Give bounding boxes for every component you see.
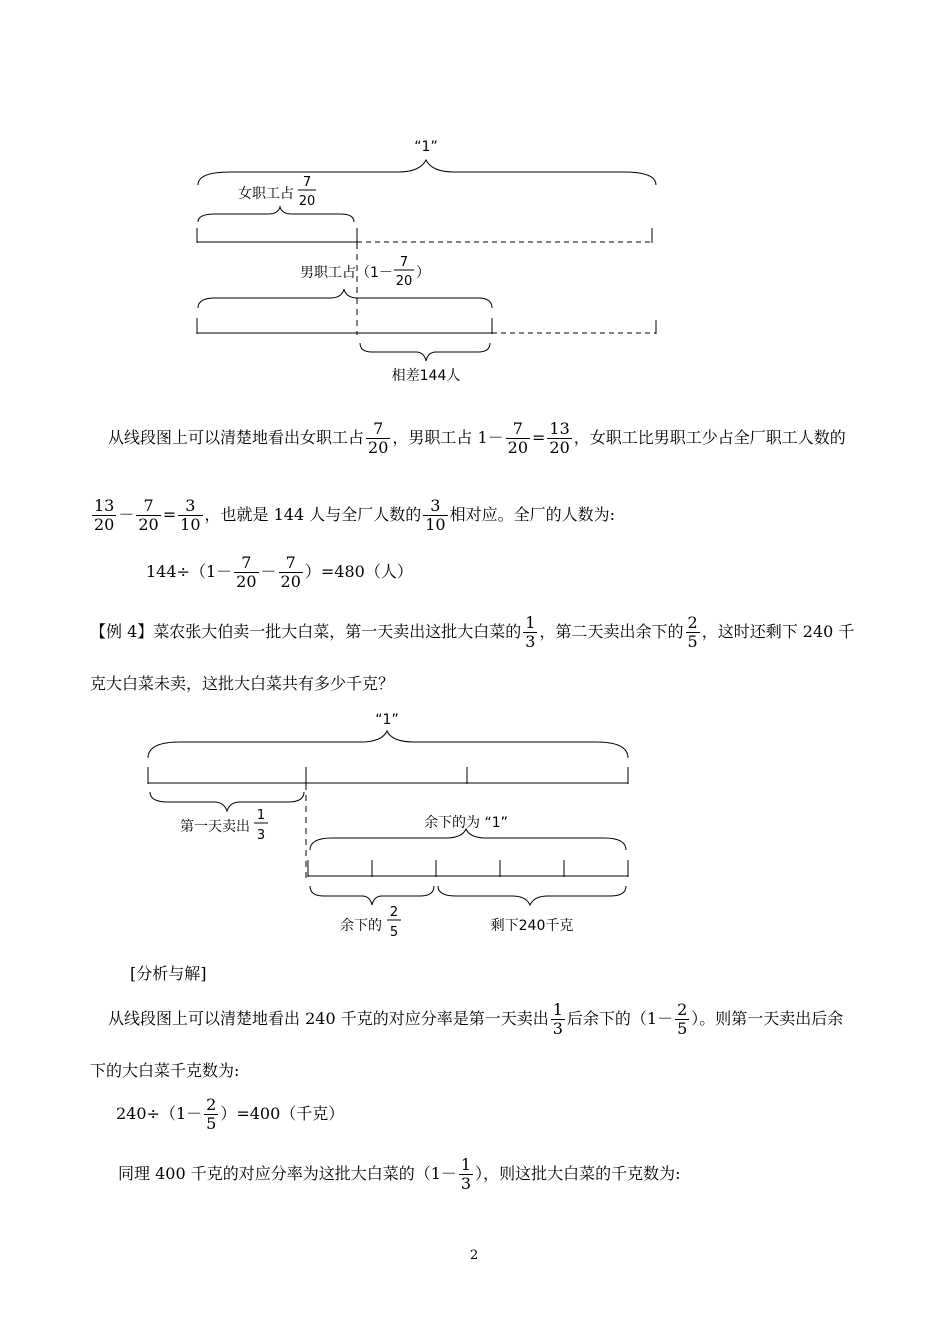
diagram-employees — [0, 0, 950, 400]
svg-text:）: ） — [416, 265, 430, 281]
paragraph-4: 同理 400 千克的对应分率为这批大白菜的（1－ $\frac{1}{3}$ ），则这批大白菜的千克数为: — [118, 1155, 681, 1193]
remaining-part-label: 余下的 — [340, 918, 382, 934]
paragraph-3: 从线段图上可以清楚地看出 240 千克的对应分率是第一天卖出 $\frac{1}{3}$ 后余下的（1－ $\frac{2}{5}$ ）。则第一天卖出后余 — [108, 1000, 844, 1038]
brace-left-over — [438, 886, 626, 905]
brace-whole — [198, 160, 656, 185]
fraction: $\frac{2}{5}$ — [677, 1000, 688, 1038]
paragraph-1: 从线段图上可以清楚地看出女职工占 $\frac{7}{20}$ ，男职工占 1－ $\frac{7}{20}$ = $\frac{13}{20}$ ，女职工比男职工少占全厂职工人数的 — [108, 419, 846, 457]
example-4: 【例 4】菜农张大伯卖一批大白菜，第一天卖出这批大白菜的 $\frac{1}{3}$ ，第二天卖出余下的 $\frac{2}{5}$ ，这时还剩下 240 千 — [90, 613, 855, 651]
left-over-label: 剩下240千克 — [490, 918, 574, 934]
formula-2: 240÷（1－ $\frac{2}{5}$ ）=400（千克） — [116, 1095, 345, 1133]
diagram1-whole-label: “1” — [414, 139, 438, 155]
remaining-fraction-den: 5 — [389, 925, 399, 940]
fraction: $\frac{2}{5}$ — [206, 1095, 217, 1133]
difference-label: 相差144人 — [391, 368, 461, 384]
female-label: 女职工占 — [238, 186, 294, 202]
brace-difference — [360, 343, 490, 361]
fraction: $\frac{3}{10}$ — [180, 496, 201, 534]
male-fraction-num: 7 — [399, 255, 409, 270]
male-fraction-den: 20 — [395, 274, 413, 289]
fraction: $\frac{3}{10}$ — [425, 496, 446, 534]
fraction: $\frac{1}{3}$ — [460, 1155, 472, 1193]
day1-label: 第一天卖出 — [180, 819, 250, 835]
male-label: 男职工占（1－ — [300, 265, 393, 281]
example-4-line2: 克大白菜未卖，这批大白菜共有多少千克？ — [90, 674, 395, 693]
brace-male — [198, 289, 492, 308]
female-fraction-num: 7 — [302, 175, 312, 190]
example-label: 【例 4】 — [90, 622, 154, 641]
fraction: $\frac{7}{20}$ — [507, 419, 529, 457]
fraction: $\frac{1}{3}$ — [552, 1000, 563, 1038]
brace-female — [198, 207, 354, 222]
brace-whole-2 — [148, 731, 628, 758]
day1-fraction-num: 1 — [256, 808, 266, 823]
female-fraction-den: 20 — [298, 194, 316, 209]
fraction: $\frac{7}{20}$ — [368, 419, 389, 457]
fraction: $\frac{7}{20}$ — [236, 553, 257, 591]
fraction: $\frac{2}{5}$ — [687, 613, 698, 651]
fraction: $\frac{7}{20}$ — [138, 496, 159, 534]
brace-remaining — [310, 829, 626, 850]
brace-day1 — [150, 792, 304, 811]
fraction: $\frac{13}{20}$ — [94, 496, 115, 534]
fraction: $\frac{1}{3}$ — [525, 613, 536, 651]
paragraph-3-line2: 下的大白菜千克数为: — [90, 1061, 240, 1080]
remaining-whole-label: 余下的为 “1” — [424, 815, 508, 831]
paragraph-2: $\frac{13}{20}$ － $\frac{7}{20}$ = $\frac{3}{10}$ ，也就是 144 人与全厂人数的 $\frac{3}{10}$ 相对应。全厂的人数为: — [94, 496, 615, 534]
formula-1: 144÷（1－ $\frac{7}{20}$ － $\frac{7}{20}$ ）=480（人） — [146, 553, 413, 591]
page-number: 2 — [470, 1248, 479, 1263]
analysis-title: [分析与解] — [130, 964, 207, 983]
diagram-cabbage — [0, 700, 950, 950]
fraction: $\frac{13}{20}$ — [549, 419, 570, 457]
remaining-fraction-num: 2 — [389, 905, 399, 920]
fraction: $\frac{7}{20}$ — [280, 553, 301, 591]
day1-fraction-den: 3 — [256, 828, 266, 843]
brace-two-fifths — [310, 886, 434, 905]
diagram2-whole-label: “1” — [375, 712, 399, 728]
